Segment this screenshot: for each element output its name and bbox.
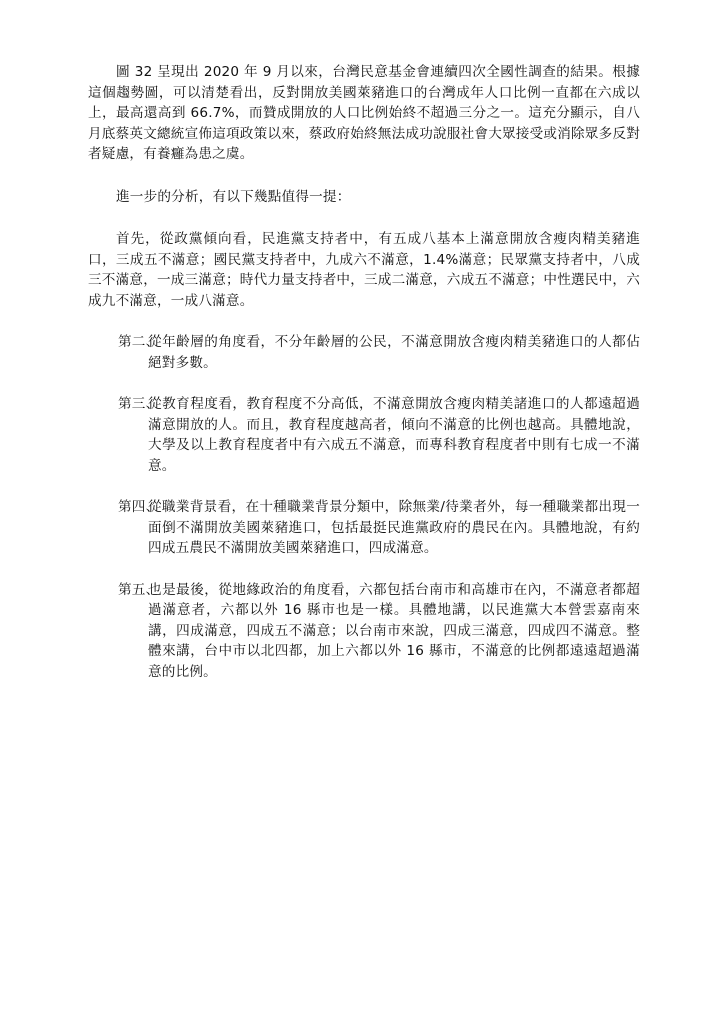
point-label: 第五、 [118, 581, 160, 598]
point-third [88, 394, 640, 476]
first-point-paragraph: 首先，從政黨傾向看，民進黨支持者中，有五成八基本上滿意開放含瘦肉精美豬進口，三成五不滿意；國民黨支持者中，九成六不滿意，1.4%滿意；民眾黨支持者中，八成三不滿意，一成三滿意；時代力量支持者中，三成二滿意，六成五不滿意；中性選民中，六成九不滿意，一成八滿意。 [88, 231, 640, 309]
point-text: 從年齡層的角度看，不分年齡層的公民，不滿意開放含瘦肉精美豬進口的人都佔絕對多數。 [148, 334, 640, 371]
point-label: 第二、 [118, 334, 160, 350]
point-label: 第四、 [118, 499, 160, 515]
document-page [88, 62, 640, 682]
intro-paragraph: 圖 32 呈現出 2020 年 9 月以來，台灣民意基金會連續四次全國性調查的結果。根據這個趨勢圖，可以清楚看出，反對開放美國萊豬進口的台灣成年人口比例一直都在六成以上，最高還高到 66.7%，而贊成開放的人口比例始終不超過三分之一。這充分顯示，自八月底蔡英文總統宣佈這項政策以來，蔡政府始終無法成功說服社會大眾接受或消除眾多反對者疑慮，有養癰為患之虞。 [88, 64, 640, 162]
point-fifth [88, 580, 640, 683]
point-text: 從職業背景看，在十種職業背景分類中，除無業/待業者外，每一種職業都出現一面倒不滿開放美國萊豬進口，包括最挺民進黨政府的農民在內。具體地說，有約四成五農民不滿開放美國萊豬進口，四成滿意。 [148, 499, 640, 556]
point-text: 從教育程度看，教育程度不分高低，不滿意開放含瘦肉精美諸進口的人都遠超過滿意開放的人。而且，教育程度越高者，傾向不滿意的比例也越高。具體地說，大學及以上教育程度者中有六成五不滿意，而專科教育程度者中則有七成一不滿意。 [148, 396, 640, 474]
point-second [88, 332, 640, 373]
point-fourth [88, 497, 640, 559]
point-label: 第三、 [118, 396, 160, 412]
lead-paragraph: 進一步的分析，有以下幾點值得一提： [116, 188, 351, 205]
point-text: 也是最後，從地緣政治的角度看，六都包括台南市和高雄市在內，不滿意者都超過滿意者，六都以外 16 縣市也是一樣。具體地講，以民進黨大本營雲嘉南來講，四成滿意，四成五不滿意；以台南市來說，四成三滿意，四成四不滿意。整體來講，台中市以北四都，加上六都以外 16 縣市，不滿意的比例都遠遠超過滿意的比例。 [148, 581, 640, 680]
